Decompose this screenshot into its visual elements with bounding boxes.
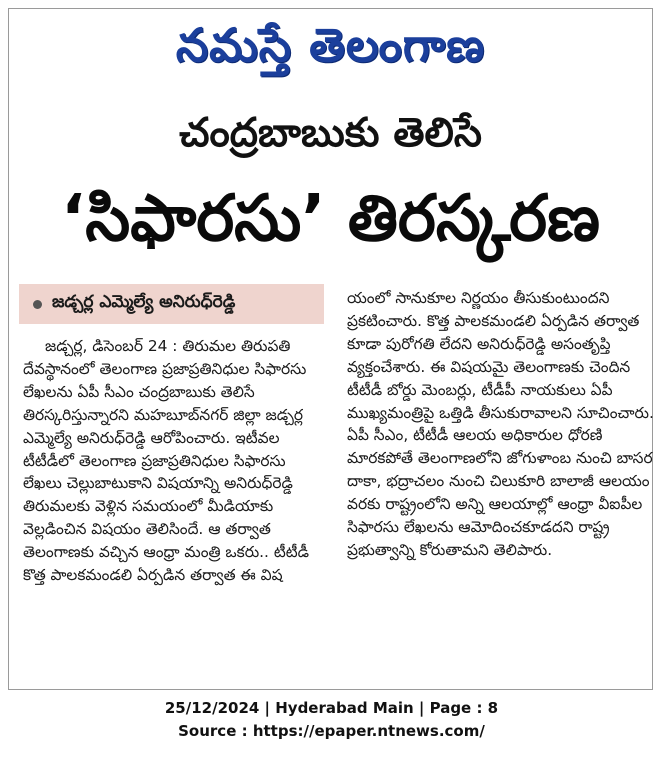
article-column-1 — [23, 335, 324, 587]
newspaper-masthead: నమస్తే తెలంగాణ — [175, 18, 486, 72]
footer-edition-info: 25/12/2024 | Hyderabad Main | Page : 8 — [164, 699, 499, 717]
article-paragraph: జడ్చర్ల, డిసెంబర్ 24 : తిరుమల తిరుపతి దేవస్థానంలో తెలంగాణ ప్రజాప్రతినిధుల సిఫారసు లేఖలను ఏపీ సీఎం చంద్రబాబుకు తెలిసే తిరస్కరిస్తున్నారని మహబూబ్‌నగర్ జిల్లా జడ్చర్ల ఎమ్మెల్యే అనిరుధ్‌రెడ్డి ఆరోపించారు. ఇటీవల టీటీడీలో తెలంగాణ ప్రజాప్రతినిధుల సిఫారసు లేఖలు చెల్లుబాటుకాని విషయాన్ని అనిరుధ్‌రెడ్డి తిరుమలకు వెళ్లిన సమయంలో మీడియాకు వెల్లడించిన విషయం తెలిసిందే. ఆ తర్వాత తెలంగాణకు వచ్చిన ఆంధ్రా మంత్రి ఒకరు.. టీటీడీ కొత్త పాలకమండలి ఏర్పడిన తర్వాత ఈ విష — [23, 337, 309, 585]
byline-text: జడ్చర్ల ఎమ్మెల్యే అనిరుధ్‌రెడ్డి — [52, 292, 236, 312]
article-paragraph: యంలో సానుకూల నిర్ణయం తీసుకుంటుందని ప్రకటించారు. కొత్త పాలకమండలి ఏర్పడిన తర్వాత కూడా పురోగతి లేదని అనిరుధ్‌రెడ్డి అసంతృప్తి వ్యక్తంచేశారు. ఈ విషయమై తెలంగాణకు చెందిన టీటీడీ బోర్డు మెంబర్లు, టీడీపీ నాయకులు ఏపీ ముఖ్యమంత్రిపై ఒత్తిడి తీసుకురావాలని సూచించారు. ఏపీ సీఎం, టీటీడీ ఆలయ అధికారుల ధోరణి మారకపోతే తెలంగాణలోని జోగుళాంబ నుంచి బాసర దాకా, భద్రాచలం నుంచి చిలుకూరి బాలాజీ ఆలయం వరకు రాష్ట్రంలోని అన్ని ఆలయాల్లో ఆంధ్రా వీఐపీల సిఫారసు లేఖలను ఆమోదించకూడదని రాష్ట్ర ప్రభుత్వాన్ని కోరుతామని తెలిపారు. — [347, 289, 654, 559]
article-headline: ‘సిఫారసు’ తిరస్కరణ — [60, 182, 600, 256]
clipping-frame — [8, 8, 653, 690]
bullet-icon — [33, 300, 42, 309]
article-column-2 — [347, 287, 654, 562]
byline-box — [19, 284, 324, 324]
footer-source-link: Source : https://epaper.ntnews.com/ — [178, 722, 485, 740]
article-kicker: చంద్రబాబుకు తెలిసే — [179, 110, 482, 156]
